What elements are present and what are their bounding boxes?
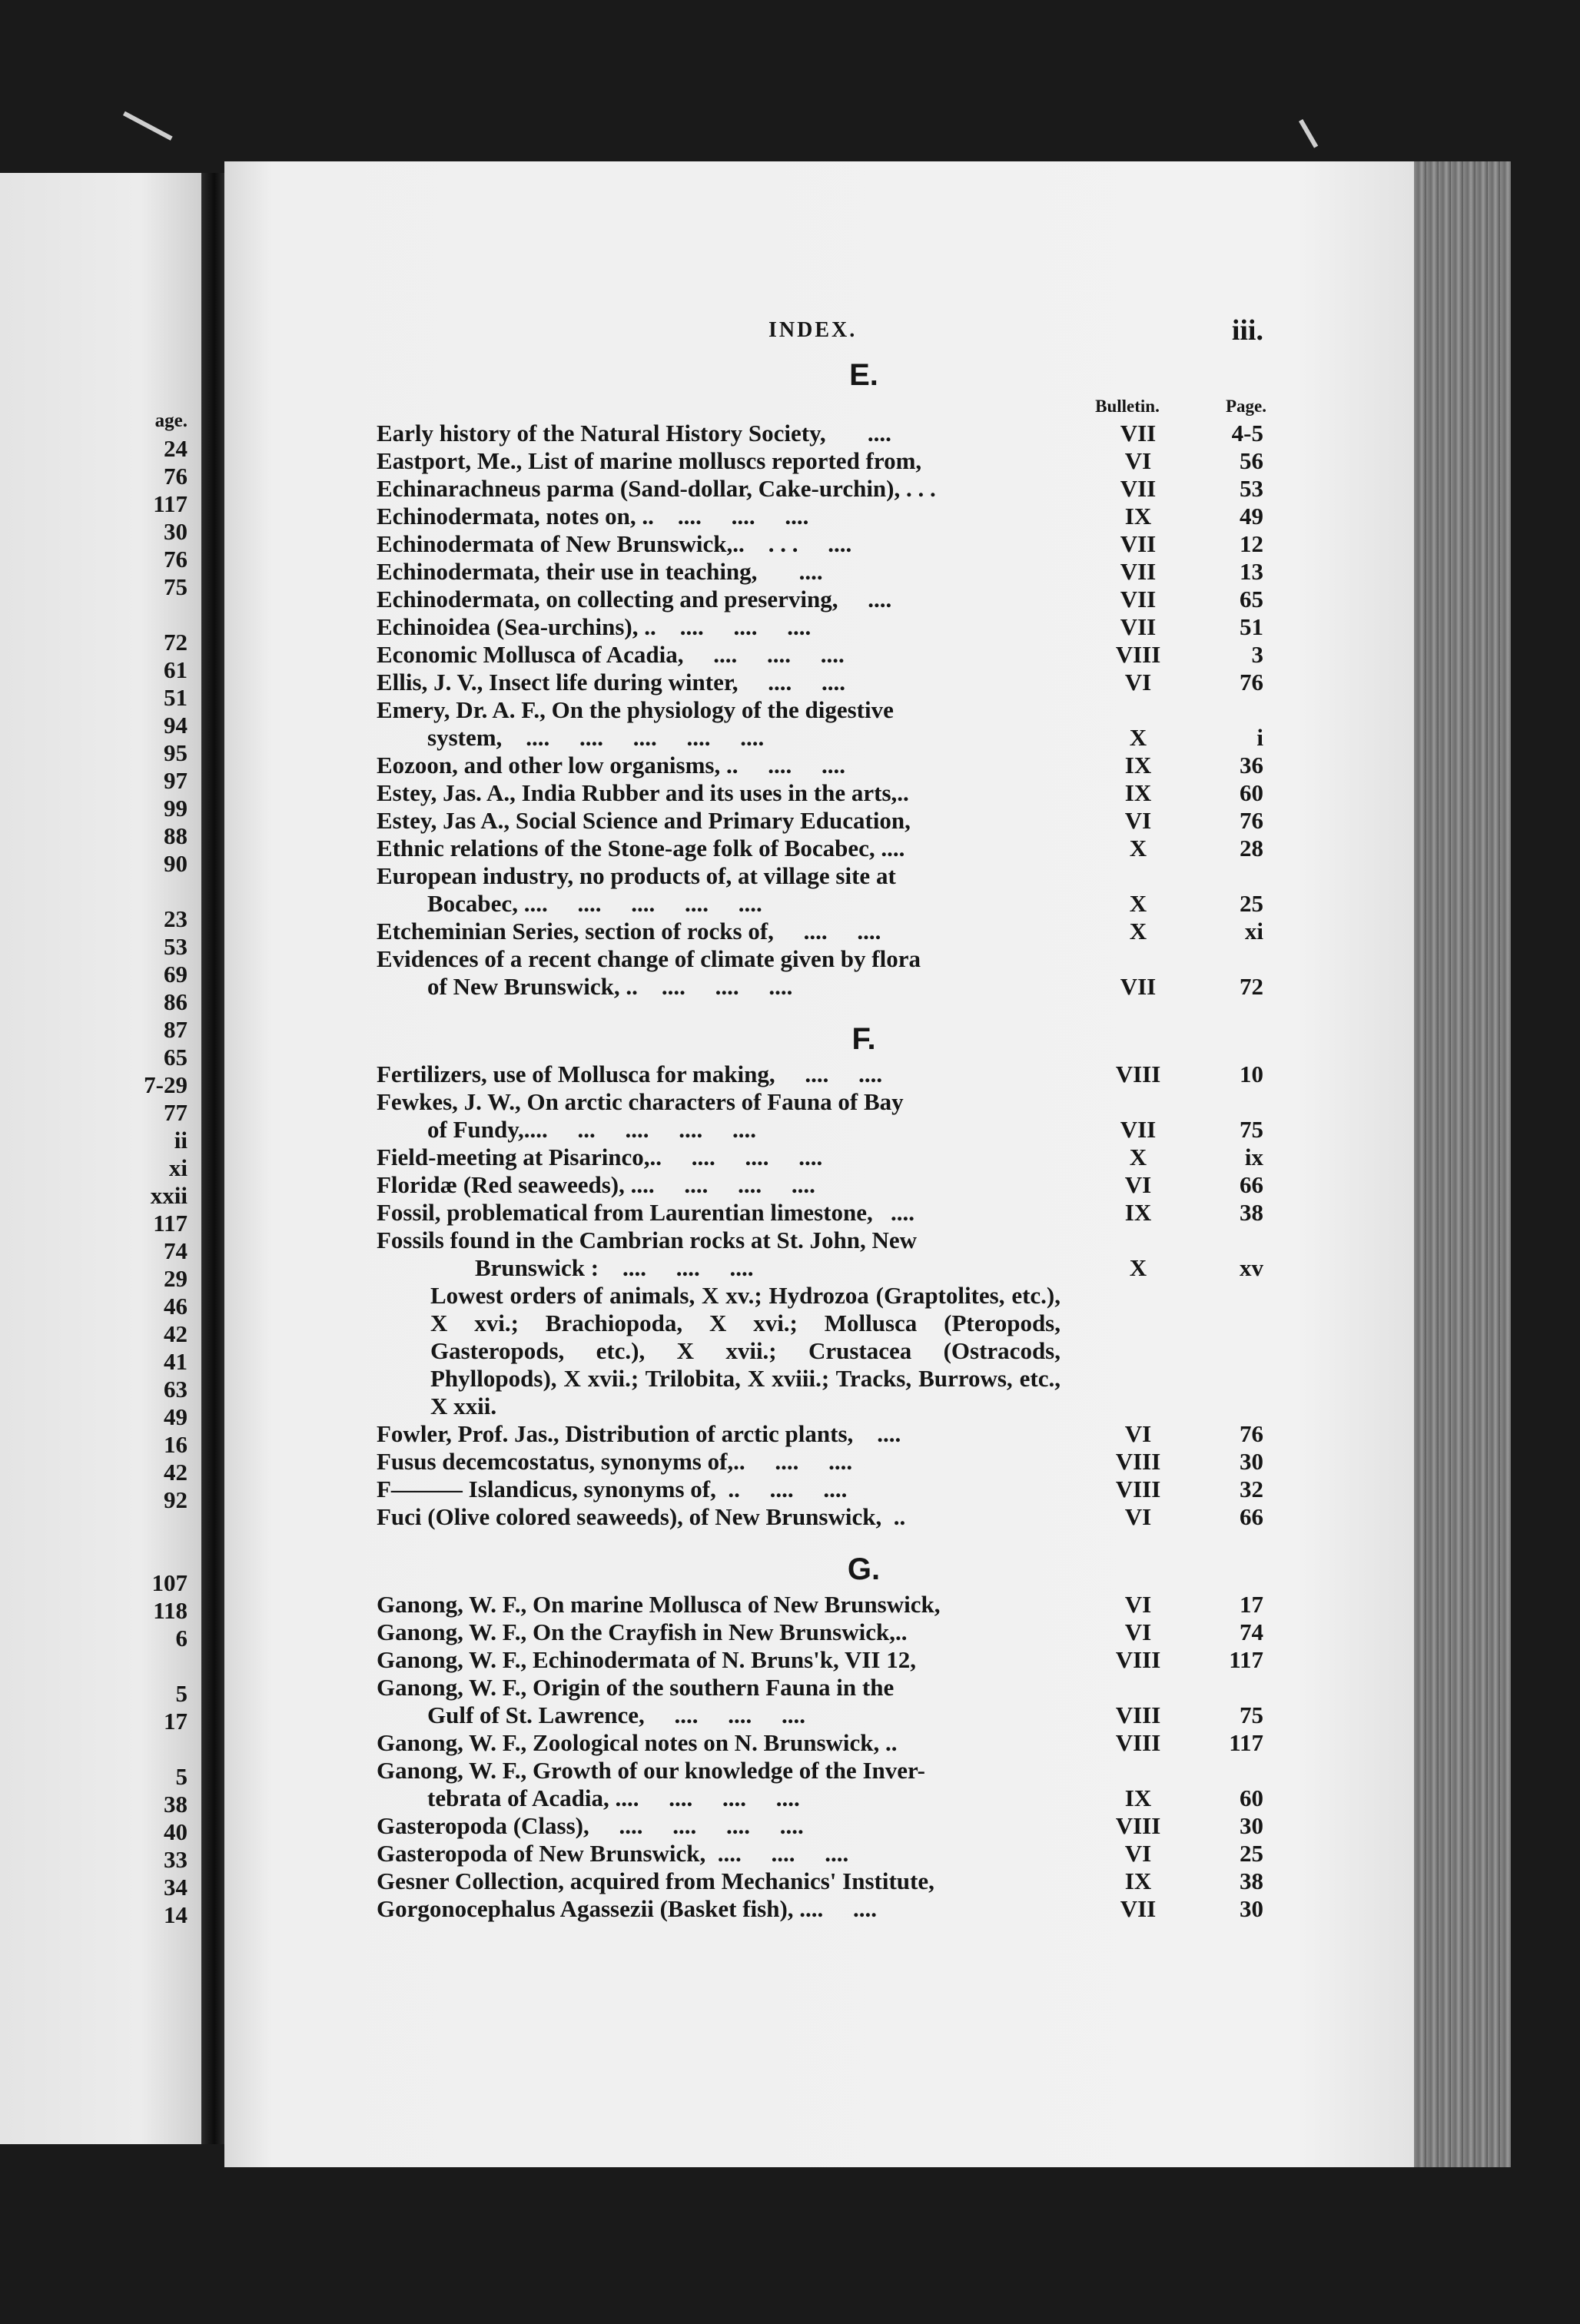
left-page-number: 87 — [164, 1016, 188, 1043]
left-page-number: 24 — [164, 435, 188, 462]
index-entry — [377, 724, 1266, 752]
entry-text: Bocabec, .... .... .... .... .... — [427, 890, 762, 917]
index-entry — [377, 1729, 1266, 1757]
index-entry — [377, 1674, 1266, 1702]
left-page-number: 17 — [164, 1708, 188, 1735]
index-entry — [377, 807, 1266, 835]
left-page-number: 99 — [164, 795, 188, 822]
left-page-number: 61 — [164, 656, 188, 683]
entry-page: 51 — [1240, 613, 1263, 640]
index-entry — [377, 1476, 1266, 1503]
book-gutter — [201, 173, 227, 2144]
entry-text: Estey, Jas. A., India Rubber and its uses in the arts,.. — [377, 779, 909, 806]
entry-bulletin: VI — [1124, 807, 1152, 834]
left-page-number: 63 — [164, 1376, 188, 1403]
entry-page: 13 — [1240, 558, 1263, 585]
left-page-number — [11, 1542, 188, 1569]
entry-bulletin: VII — [1120, 420, 1157, 447]
index-entry — [377, 613, 1266, 641]
entry-text: Echinarachneus parma (Sand-dollar, Cake-urchin), . . . — [377, 475, 936, 502]
index-entry — [377, 1591, 1266, 1618]
entry-page: 53 — [1240, 475, 1263, 502]
index-entry — [377, 890, 1266, 918]
index-entry — [377, 1840, 1266, 1868]
stray-mark — [1299, 119, 1318, 148]
entry-page: ix — [1244, 1144, 1263, 1170]
left-page-number: 42 — [164, 1459, 188, 1486]
entry-page: 10 — [1240, 1061, 1263, 1087]
index-entry — [377, 530, 1266, 558]
entry-text: Fertilizers, use of Mollusca for making, .... .... — [377, 1061, 883, 1087]
left-page-number: 6 — [175, 1625, 188, 1652]
left-page-number: 117 — [153, 490, 188, 517]
left-page-number: 5 — [175, 1763, 188, 1790]
entry-bulletin: VII — [1120, 586, 1157, 613]
index-entry — [377, 1420, 1266, 1448]
entry-page: 12 — [1240, 530, 1263, 557]
entry-text: Gulf of St. Lawrence, .... .... .... — [427, 1702, 805, 1728]
left-page-number: 97 — [164, 767, 188, 794]
entry-bulletin: X — [1129, 835, 1147, 862]
entry-page: 66 — [1240, 1171, 1263, 1198]
entry-page: 28 — [1240, 835, 1263, 862]
entry-text: Ethnic relations of the Stone-age folk of Bocabec, .... — [377, 835, 905, 862]
section-letter: E. — [849, 358, 878, 392]
index-sections — [377, 354, 1266, 1923]
entry-bulletin: X — [1129, 724, 1147, 751]
index-entry — [377, 1757, 1266, 1784]
left-page-number: 90 — [164, 850, 188, 877]
left-page-number — [11, 1514, 188, 1542]
entry-text: Fusus decemcostatus, synonyms of,.. .... .... — [377, 1448, 853, 1475]
left-page-number: xi — [168, 1154, 188, 1181]
entry-bulletin: VIII — [1115, 1729, 1161, 1756]
entry-bulletin: VI — [1124, 1503, 1152, 1530]
index-entry — [377, 1812, 1266, 1840]
entry-text: Ganong, W. F., Echinodermata of N. Bruns'k, VII 12, — [377, 1646, 916, 1673]
entry-page: 117 — [1229, 1646, 1263, 1673]
entry-page: xv — [1240, 1254, 1263, 1281]
left-page-number: 14 — [164, 1901, 188, 1928]
index-entry — [377, 945, 1266, 973]
entry-text: Echinodermata of New Brunswick,.. . . . .... — [377, 530, 852, 557]
left-page-number: xxii — [150, 1182, 188, 1209]
entry-page: 30 — [1240, 1448, 1263, 1475]
left-page-number: 38 — [164, 1791, 188, 1818]
entry-text: Brunswick : .... .... .... — [427, 1254, 754, 1281]
entry-text: Echinodermata, on collecting and preserving, .... — [377, 586, 892, 613]
left-page-number: 29 — [164, 1265, 188, 1292]
left-page-number: 118 — [153, 1597, 188, 1624]
entry-text: Ellis, J. V., Insect life during winter, .... .... — [377, 669, 846, 696]
index-entry — [377, 1895, 1266, 1923]
entry-text: Fossils found in the Cambrian rocks at St. John, New — [377, 1227, 918, 1253]
index-entry — [377, 558, 1266, 586]
index-entry — [377, 447, 1266, 475]
index-entry — [377, 1868, 1266, 1895]
left-page-number: 16 — [164, 1431, 188, 1458]
entry-text: Ganong, W. F., Origin of the southern Fauna in the — [377, 1674, 895, 1701]
index-entry — [377, 752, 1266, 779]
left-page-number — [11, 601, 188, 629]
entry-bulletin: IX — [1124, 779, 1152, 806]
index-entry — [377, 973, 1266, 1001]
left-page-number: 88 — [164, 822, 188, 849]
index-entry — [377, 1448, 1266, 1476]
entry-bulletin: IX — [1124, 503, 1152, 530]
entry-bulletin: VI — [1124, 669, 1152, 696]
entry-page: 4-5 — [1231, 420, 1263, 447]
entry-page: 36 — [1240, 752, 1263, 779]
entry-bulletin: VIII — [1115, 1476, 1161, 1502]
entry-text: Early history of the Natural History Society, .... — [377, 420, 891, 447]
left-page-number: 74 — [164, 1237, 188, 1264]
section-letter: G. — [847, 1552, 881, 1586]
entry-text: Gasteropoda (Class), .... .... .... .... — [377, 1812, 804, 1839]
entry-bulletin: VI — [1124, 1618, 1152, 1645]
left-page-number: 65 — [164, 1044, 188, 1071]
entry-text: Floridæ (Red seaweeds), .... .... .... .... — [377, 1171, 815, 1198]
entry-text: Fewkes, J. W., On arctic characters of Fauna of Bay — [377, 1088, 904, 1115]
index-entry — [377, 475, 1266, 503]
entry-text: system, .... .... .... .... .... — [427, 724, 765, 751]
entry-bulletin: VIII — [1115, 1812, 1161, 1839]
left-page-number: 76 — [164, 546, 188, 573]
entry-bulletin: VI — [1124, 447, 1152, 474]
left-page-numbers — [11, 407, 188, 1929]
entry-page: 66 — [1240, 1503, 1263, 1530]
left-page-number: 41 — [164, 1348, 188, 1375]
entry-bulletin: X — [1129, 918, 1147, 945]
left-page-number: 33 — [164, 1846, 188, 1873]
left-page-number: ii — [174, 1127, 188, 1154]
entry-text: Fowler, Prof. Jas., Distribution of arctic plants, .... — [377, 1420, 901, 1447]
index-entry — [377, 835, 1266, 862]
index-entry — [377, 1254, 1266, 1282]
entry-bulletin: IX — [1124, 752, 1152, 779]
left-page-number — [11, 1735, 188, 1763]
left-page-number: 75 — [164, 573, 188, 600]
index-entry — [377, 1618, 1266, 1646]
entry-page: xi — [1244, 918, 1263, 945]
left-page-number: 5 — [175, 1680, 188, 1707]
left-page-number: 92 — [164, 1486, 188, 1513]
entry-page: 74 — [1240, 1618, 1263, 1645]
index-entry — [377, 669, 1266, 696]
entry-text: Ganong, W. F., On the Crayfish in New Brunswick,.. — [377, 1618, 908, 1645]
entry-text: Eozoon, and other low organisms, .. .... .... — [377, 752, 845, 779]
index-entry — [377, 696, 1266, 724]
entry-page: 60 — [1240, 1784, 1263, 1811]
entry-page: 117 — [1229, 1729, 1263, 1756]
entry-bulletin: VII — [1120, 613, 1157, 640]
entry-bulletin: VII — [1120, 558, 1157, 585]
page-column-header: Page. — [1225, 397, 1266, 416]
index-entry — [377, 641, 1266, 669]
entry-text: Ganong, W. F., On marine Mollusca of New Brunswick, — [377, 1591, 941, 1618]
entry-bulletin: VIII — [1115, 1448, 1161, 1475]
entry-text: F——— Islandicus, synonyms of, .. .... .... — [377, 1476, 848, 1502]
left-page-number: 107 — [151, 1569, 188, 1596]
index-entry — [377, 1784, 1266, 1812]
entry-page: 56 — [1240, 447, 1263, 474]
entry-page: 25 — [1240, 890, 1263, 917]
index-entry — [377, 1199, 1266, 1227]
entry-bulletin: VII — [1120, 973, 1157, 1000]
entry-text: Echinodermata, their use in teaching, .... — [377, 558, 823, 585]
entry-bulletin: VI — [1124, 1171, 1152, 1198]
index-entry — [377, 918, 1266, 945]
entry-page: 30 — [1240, 1895, 1263, 1922]
entry-bulletin: IX — [1124, 1868, 1152, 1894]
entry-text: Evidences of a recent change of climate given by flora — [377, 945, 921, 972]
fossils-subentries: Lowest orders of animals, X xv.; Hydrozoa (Graptolites, etc.), X xvi.; Brachiopoda, X xvi.; Mollusca (Pteropods, Gasteropods, etc.), X xvii.; Crustacea (Ostracods, Phyllopods), X xvii.; Trilobita, X xviii.; Tracks, Burrows, etc., X xxii. — [430, 1282, 1061, 1419]
left-page-number: 69 — [164, 961, 188, 988]
entry-bulletin: X — [1129, 890, 1147, 917]
entry-text: Emery, Dr. A. F., On the physiology of the digestive — [377, 696, 894, 723]
entry-page: 76 — [1240, 1420, 1263, 1447]
left-page-number — [11, 1652, 188, 1680]
entry-page: 65 — [1240, 586, 1263, 613]
left-page-number: 76 — [164, 463, 188, 490]
column-headers — [377, 397, 1266, 420]
entry-text: Echinoidea (Sea-urchins), .. .... .... .... — [377, 613, 812, 640]
bulletin-column-header: Bulletin. — [1095, 397, 1160, 416]
entry-bulletin: VIII — [1115, 1061, 1161, 1087]
entry-text: of Fundy,.... ... .... .... .... — [427, 1116, 757, 1143]
entry-bulletin: VII — [1120, 1895, 1157, 1922]
index-entry — [377, 1702, 1266, 1729]
index-entry — [377, 1227, 1266, 1254]
entry-text: Estey, Jas A., Social Science and Primary Education, — [377, 807, 911, 834]
left-page — [0, 173, 201, 2144]
entry-bulletin: X — [1129, 1254, 1147, 1281]
left-page-number: 40 — [164, 1818, 188, 1845]
entry-bulletin: IX — [1124, 1199, 1152, 1226]
left-page-number: 46 — [164, 1293, 188, 1320]
entry-text: Fuci (Olive colored seaweeds), of New Brunswick, .. — [377, 1503, 906, 1530]
entry-page: 72 — [1240, 973, 1263, 1000]
entry-page: 38 — [1240, 1868, 1263, 1894]
entry-text: Field-meeting at Pisarinco,.. .... .... .... — [377, 1144, 823, 1170]
left-page-number — [11, 878, 188, 905]
page-edges — [1414, 161, 1511, 2167]
running-head-title: INDEX. — [768, 318, 858, 342]
entry-bulletin: VIII — [1115, 1702, 1161, 1728]
entry-page: 76 — [1240, 669, 1263, 696]
left-page-number: 72 — [164, 629, 188, 656]
left-page-number: 34 — [164, 1874, 188, 1901]
entry-page: 25 — [1240, 1840, 1263, 1867]
entry-bulletin: VI — [1124, 1420, 1152, 1447]
entry-text: of New Brunswick, .. .... .... .... — [427, 973, 793, 1000]
entry-bulletin: VIII — [1115, 1646, 1161, 1673]
left-page-number: 23 — [164, 905, 188, 932]
index-entry — [377, 1171, 1266, 1199]
entry-text: Fossil, problematical from Laurentian limestone, .... — [377, 1199, 915, 1226]
entry-bulletin: VII — [1120, 530, 1157, 557]
index-entry — [377, 779, 1266, 807]
entry-text: Etcheminian Series, section of rocks of, .... .... — [377, 918, 881, 945]
entry-page: 32 — [1240, 1476, 1263, 1502]
index-entry — [377, 1144, 1266, 1171]
entry-page: i — [1256, 724, 1263, 751]
entry-text: Ganong, W. F., Zoological notes on N. Brunswick, .. — [377, 1729, 898, 1756]
entry-text: Gorgonocephalus Agassezii (Basket fish), .... .... — [377, 1895, 878, 1922]
left-page-number: 51 — [164, 684, 188, 711]
entry-page: 75 — [1240, 1702, 1263, 1728]
running-head — [377, 307, 1266, 354]
entry-bulletin: VIII — [1115, 641, 1161, 668]
entry-bulletin: VII — [1120, 475, 1157, 502]
entry-text: Gasteropoda of New Brunswick, .... .... .... — [377, 1840, 849, 1867]
entry-page: 38 — [1240, 1199, 1263, 1226]
entry-text: Eastport, Me., List of marine molluscs reported from, — [377, 447, 922, 474]
entry-bulletin: IX — [1124, 1784, 1152, 1811]
entry-bulletin: X — [1129, 1144, 1147, 1170]
left-page-number: 42 — [164, 1320, 188, 1347]
entry-text: Economic Mollusca of Acadia, .... .... .... — [377, 641, 845, 668]
left-page-header: age. — [154, 410, 188, 431]
left-page-number: 86 — [164, 988, 188, 1015]
left-page-number: 7-29 — [144, 1071, 188, 1098]
entry-bulletin: VII — [1120, 1116, 1157, 1143]
index-entry — [377, 1116, 1266, 1144]
entry-text: Echinodermata, notes on, .. .... .... .... — [377, 503, 809, 530]
index-entry — [377, 1503, 1266, 1531]
index-entry — [377, 1646, 1266, 1674]
index-page — [377, 307, 1266, 1923]
entry-page: 49 — [1240, 503, 1263, 530]
left-page-number: 95 — [164, 739, 188, 766]
left-page-number: 49 — [164, 1403, 188, 1430]
entry-page: 75 — [1240, 1116, 1263, 1143]
entry-text: Gesner Collection, acquired from Mechanics' Institute, — [377, 1868, 934, 1894]
entry-text: tebrata of Acadia, .... .... .... .... — [427, 1784, 800, 1811]
entry-bulletin: VI — [1124, 1591, 1152, 1618]
left-page-number: 117 — [153, 1210, 188, 1237]
stray-mark — [123, 111, 173, 141]
entry-page: 60 — [1240, 779, 1263, 806]
index-entry — [377, 503, 1266, 530]
left-page-number: 94 — [164, 712, 188, 739]
entry-text: European industry, no products of, at village site at — [377, 862, 896, 889]
index-entry — [377, 586, 1266, 613]
index-entry — [377, 862, 1266, 890]
left-page-number: 53 — [164, 933, 188, 960]
entry-page: 76 — [1240, 807, 1263, 834]
entry-bulletin: VI — [1124, 1840, 1152, 1867]
index-entry — [377, 420, 1266, 447]
left-page-number: 30 — [164, 518, 188, 545]
entry-page: 3 — [1251, 641, 1263, 668]
page-folio: iii. — [1231, 314, 1263, 347]
index-entry — [377, 1088, 1266, 1116]
entry-text: Ganong, W. F., Growth of our knowledge of the Inver- — [377, 1757, 925, 1784]
index-entry — [377, 1061, 1266, 1088]
entry-page: 30 — [1240, 1812, 1263, 1839]
section-letter: F. — [851, 1022, 876, 1056]
left-page-number: 77 — [164, 1099, 188, 1126]
entry-page: 17 — [1240, 1591, 1263, 1618]
